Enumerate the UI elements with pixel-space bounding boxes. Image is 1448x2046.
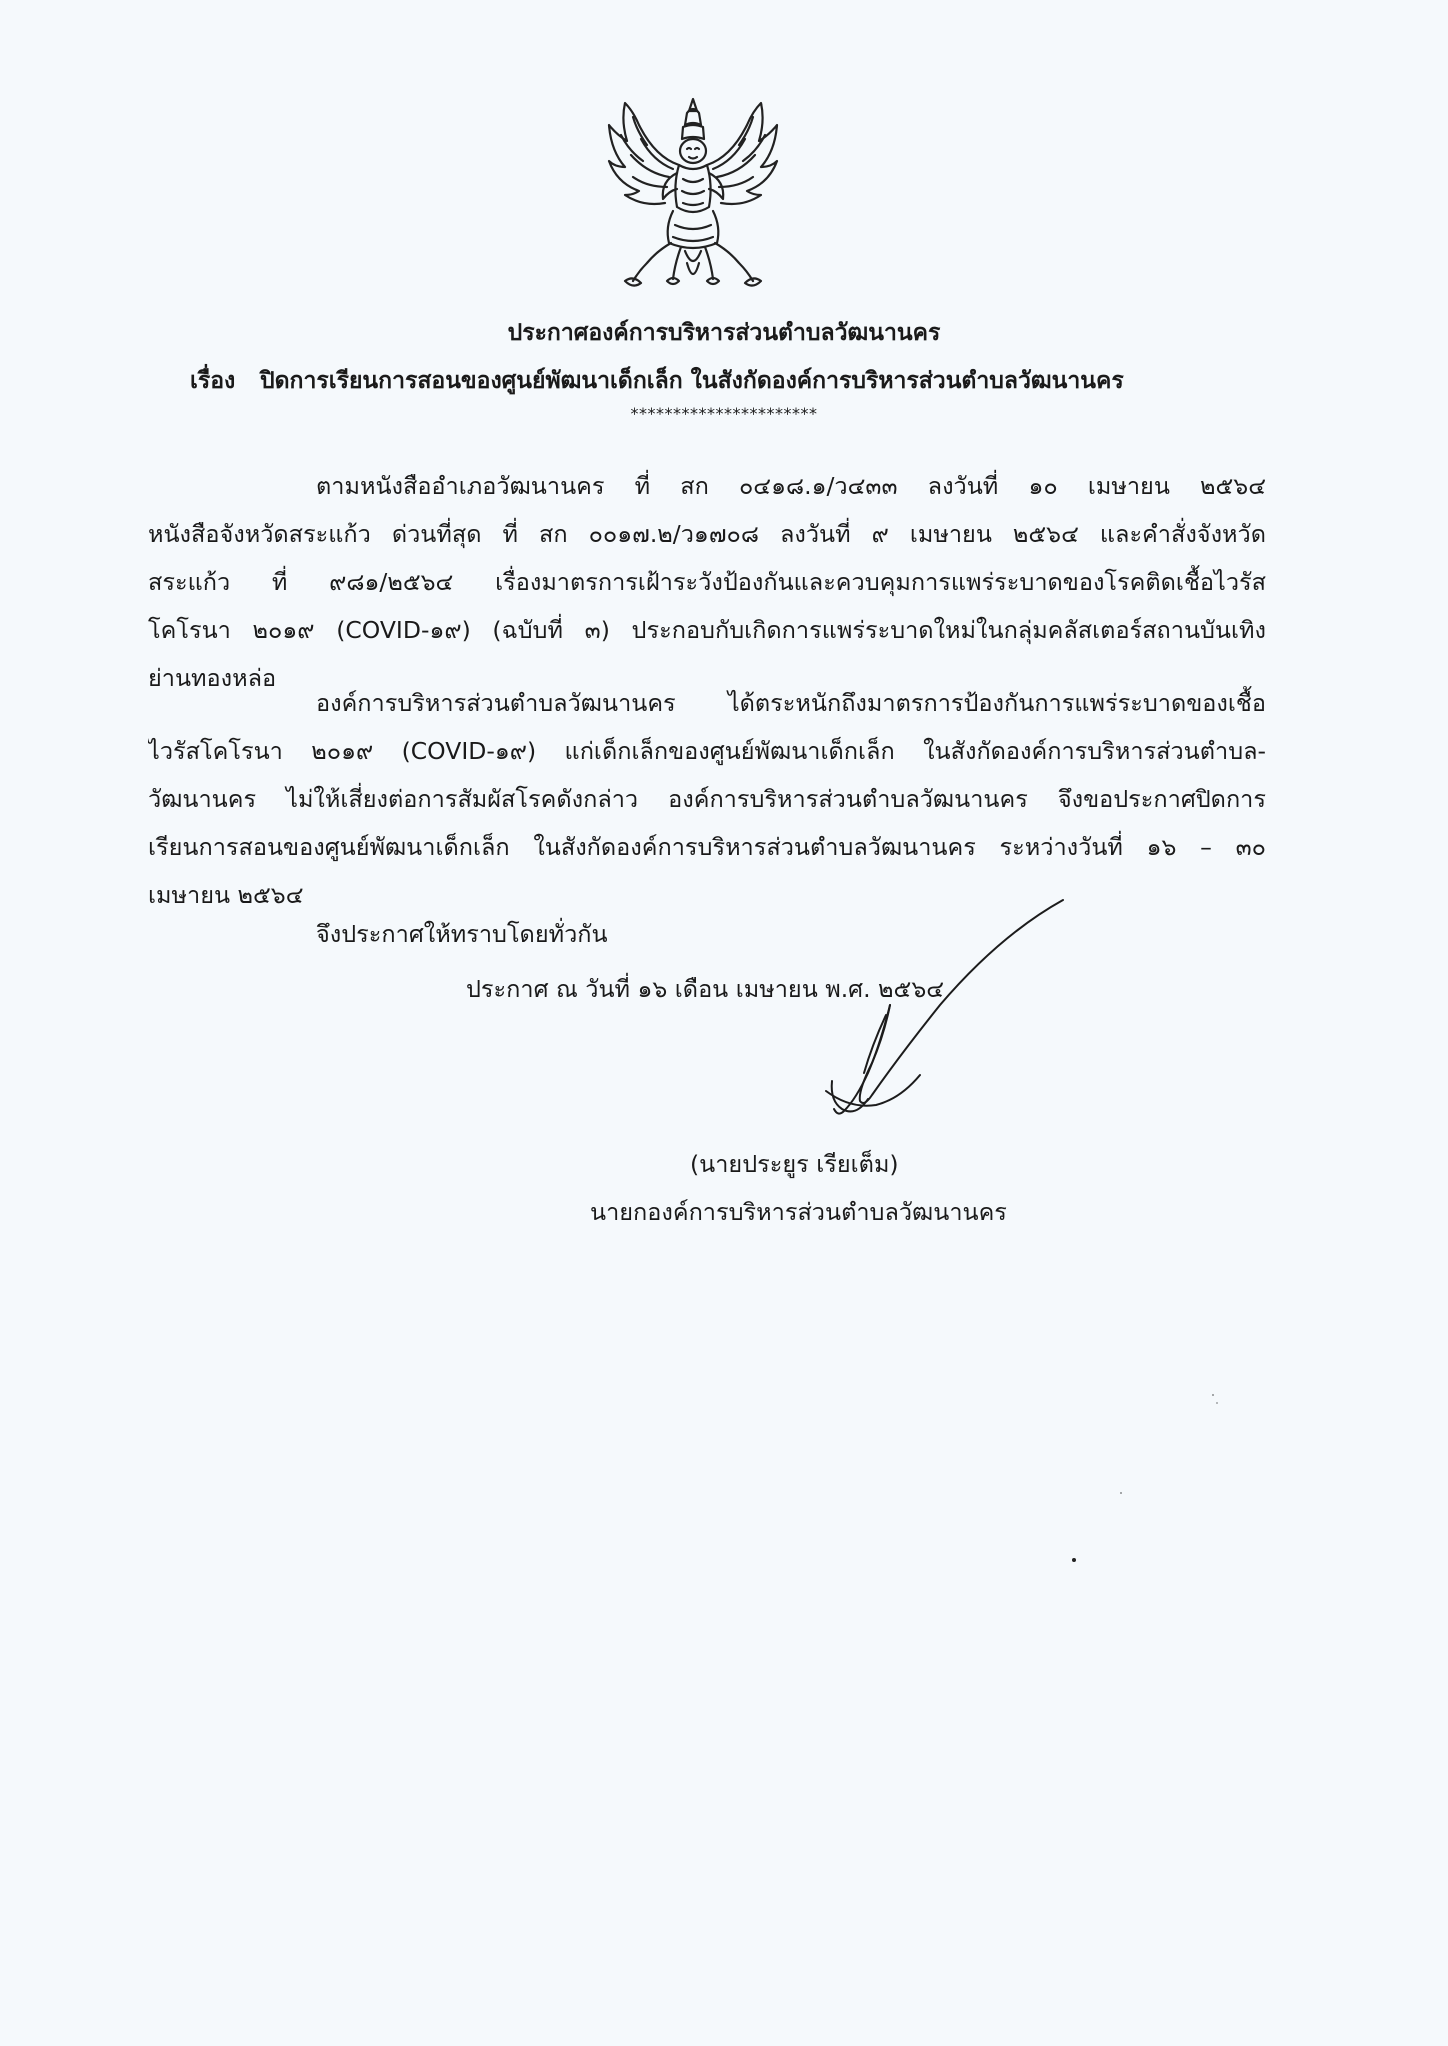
announcement-date: ประกาศ ณ วันที่ ๑๖ เดือน เมษายน พ.ศ. ๒๕๖๔ — [466, 975, 945, 1003]
paragraph-line: ตามหนังสืออำเภอวัฒนานคร ที่ สก ๐๔๑๘.๑/ว๔๓๓ ลงวันที่ ๑๐ เมษายน ๒๕๖๔ — [316, 472, 1266, 500]
subject-text: ปิดการเรียนการสอนของศูนย์พัฒนาเด็กเล็ก ในสังกัดองค์การบริหารส่วนตำบลวัฒนานคร — [260, 368, 1124, 394]
scan-speck — [1072, 1558, 1076, 1562]
document-title: ประกาศองค์การบริหารส่วนตำบลวัฒนานคร — [507, 320, 941, 346]
subject-line — [190, 366, 1124, 396]
separator-stars: ********************** — [630, 404, 818, 423]
paragraph-line: องค์การบริหารส่วนตำบลวัฒนานคร ได้ตระหนักถึงมาตรการป้องกันการแพร่ระบาดของเชื้อ — [316, 689, 1266, 717]
scan-speck — [1212, 1394, 1214, 1396]
paragraph-line: โคโรนา ๒๐๑๙ (COVID-๑๙) (ฉบับที่ ๓) ประกอบกับเกิดการแพร่ระบาดใหม่ในกลุ่มคลัสเตอร์สถานบันเทิง — [148, 616, 1266, 644]
garuda-emblem-icon — [603, 95, 783, 295]
paragraph-line: เรียนการสอนของศูนย์พัฒนาเด็กเล็ก ในสังกัดองค์การบริหารส่วนตำบลวัฒนานคร ระหว่างวันที่ ๑๖ – ๓๐ — [148, 833, 1266, 861]
paragraph-2 — [148, 679, 1266, 919]
paragraph-line: ย่านทองหล่อ — [148, 664, 277, 692]
subject-label: เรื่อง — [190, 368, 236, 394]
closing-statement: จึงประกาศให้ทราบโดยทั่วกัน — [316, 920, 608, 948]
paragraph-line: หนังสือจังหวัดสระแก้ว ด่วนที่สุด ที่ สก ๐๐๑๗.๒/ว๑๗๐๘ ลงวันที่ ๙ เมษายน ๒๕๖๔ และคำสั่งจังหวัด — [148, 520, 1266, 548]
signer-name-text: (นายประยูร เรียเต็ม) — [690, 1150, 899, 1178]
paragraph-line: เมษายน ๒๕๖๔ — [148, 881, 304, 909]
paragraph-1 — [148, 462, 1266, 702]
paragraph-line: วัฒนานคร ไม่ให้เสี่ยงต่อการสัมผัสโรคดังกล่าว องค์การบริหารส่วนตำบลวัฒนานคร จึงขอประกาศปิดการ — [148, 785, 1266, 813]
handwritten-signature — [760, 895, 1070, 1135]
paragraph-line: ไวรัสโคโรนา ๒๐๑๙ (COVID-๑๙) แก่เด็กเล็กของศูนย์พัฒนาเด็กเล็ก ในสังกัดองค์การบริหารส่วนตำบล- — [148, 737, 1266, 765]
scan-speck — [1216, 1402, 1218, 1404]
paragraph-line: สระแก้ว ที่ ๙๘๑/๒๕๖๔ เรื่องมาตรการเฝ้าระวังป้องกันและควบคุมการแพร่ระบาดของโรคติดเชื้อไวรัส — [148, 568, 1266, 596]
scan-speck — [1120, 1492, 1122, 1494]
signer-position-text: นายกองค์การบริหารส่วนตำบลวัฒนานคร — [590, 1198, 1007, 1226]
